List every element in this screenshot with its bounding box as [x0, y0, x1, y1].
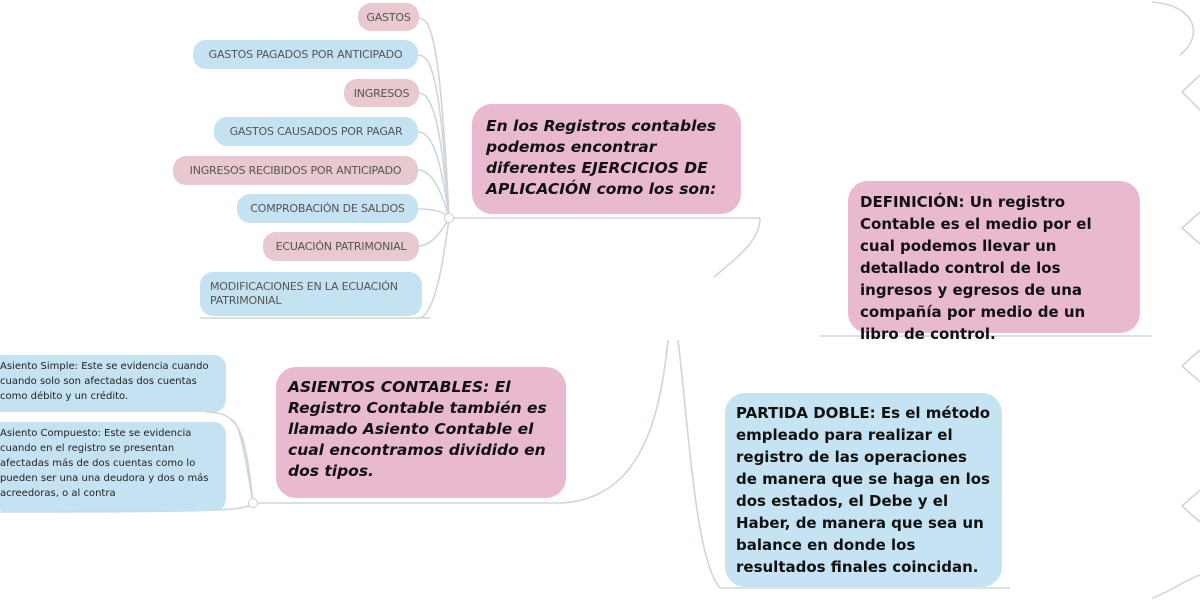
branch-ecuacion-patrimonial[interactable]: ECUACIÓN PATRIMONIAL [263, 232, 419, 261]
branch-gastos[interactable]: GASTOS [358, 3, 419, 31]
branch-gastos-pagados-por-anticipado[interactable]: GASTOS PAGADOS POR ANTICIPADO [193, 40, 418, 69]
branch-comprobacion-de-saldos[interactable]: COMPROBACIÓN DE SALDOS [237, 194, 418, 223]
branch-modificaciones-ecuacion-patrimonial[interactable]: MODIFICACIONES EN LA ECUACIÓN PATRIMONIAL [200, 272, 422, 316]
registros-contables-node[interactable]: En los Registros contables podemos encontrar diferentes EJERCICIOS DE APLICACIÓN como los son: [472, 104, 741, 214]
asientos-junction-dot [248, 498, 258, 508]
asiento-compuesto-item[interactable]: Asiento Compuesto: Este se evidencia cuando en el registro se presentan afectadas más de dos cuentas como lo pueden ser una una deudora y dos o más acreedoras, o al contra [0, 422, 226, 511]
branch-ingresos[interactable]: INGRESOS [344, 79, 419, 107]
partida-doble-node[interactable]: PARTIDA DOBLE: Es el método empleado para realizar el registro de las operaciones de manera que se haga en los dos estados, el Debe y el Haber, de manera que sea un balance en donde los resultados finales coincidan. [725, 393, 1002, 587]
branch-junction-dot [444, 213, 454, 223]
asiento-simple-item[interactable]: Asiento Simple: Este se evidencia cuando cuando solo son afectadas dos cuentas como débito y un crédito. [0, 355, 226, 412]
branch-gastos-causados-por-pagar[interactable]: GASTOS CAUSADOS POR PAGAR [214, 117, 418, 146]
asientos-contables-node[interactable]: ASIENTOS CONTABLES: El Registro Contable también es llamado Asiento Contable el cual encontramos dividido en dos tipos. [276, 367, 566, 498]
branch-ingresos-recibidos-por-anticipado[interactable]: INGRESOS RECIBIDOS POR ANTICIPADO [173, 156, 418, 185]
definicion-node[interactable]: DEFINICIÓN: Un registro Contable es el medio por el cual podemos llevar un detallado control de los ingresos y egresos de una compañía por medio de un libro de control. [848, 181, 1140, 333]
